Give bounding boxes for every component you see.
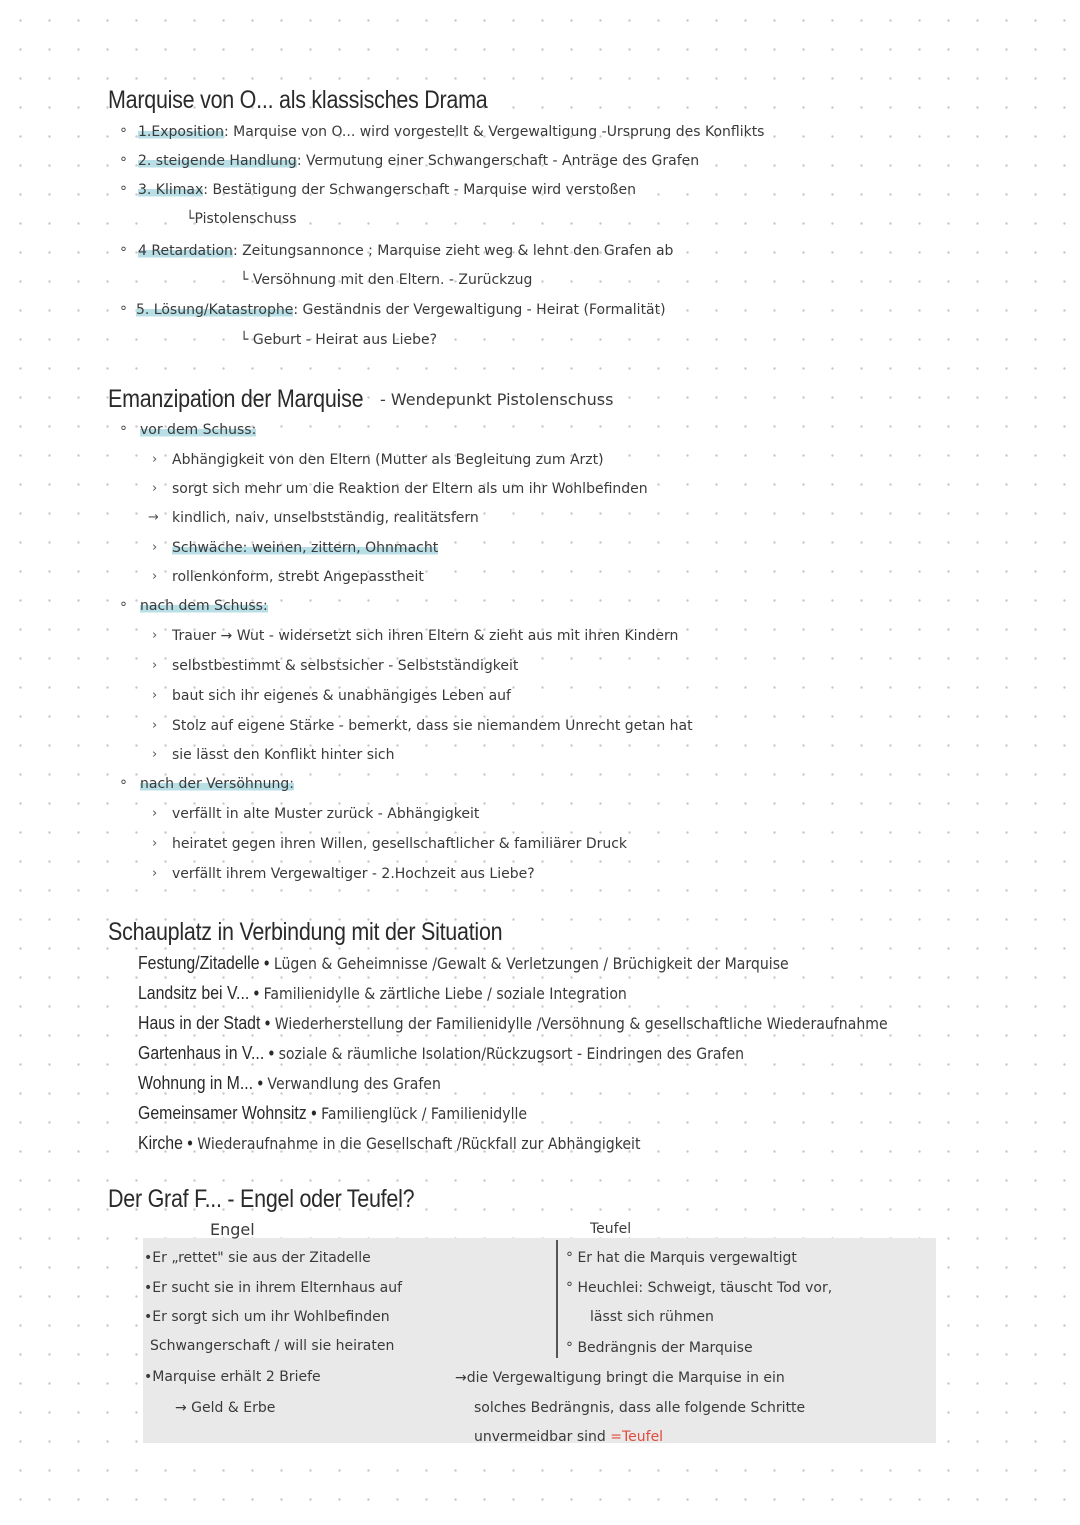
sub-bullet: › (152, 452, 158, 467)
drama-sub-5: └ Geburt - Heirat aus Liebe? (240, 332, 438, 348)
schauplatz-desc: Lügen & Geheimnisse /Gewalt & Verletzungen / Brüchigkeit der Marquise (273, 954, 789, 973)
bullet: ° (120, 304, 127, 320)
bullet: ° (120, 778, 127, 794)
drama-text: Marquise von O... wird vorgestellt & Vergewaltigung -Ursprung des Konflikts (233, 124, 765, 140)
heading-graf: Der Graf F... - Engel oder Teufel? (108, 1185, 415, 1213)
column-divider (556, 1240, 558, 1358)
emanzipation-group-label: nach der Versöhnung: (140, 776, 294, 792)
schauplatz-place: Landsitz bei V... (138, 983, 250, 1003)
sub-bullet: › (152, 806, 158, 821)
drama-sub-3: └Pistolenschuss (186, 211, 297, 227)
emanzipation-item: kindlich, naiv, unselbstständig, realitätsfern (172, 510, 479, 526)
schauplatz-item: Festung/Zitadelle • Lügen & Geheimnisse /Gewalt & Verletzungen / Brüchigkeit der Marquise (138, 953, 789, 973)
emanzipation-title-note: - Wendepunkt Pistolenschuss (380, 390, 614, 409)
bullet: ° (120, 184, 127, 200)
sub-bullet: › (152, 540, 158, 555)
schauplatz-desc: soziale & räumliche Isolation/Rückzugsort - Eindringen des Grafen (278, 1044, 745, 1063)
engel-item: → Geld & Erbe (175, 1400, 276, 1416)
conclusion-line: solches Bedrängnis, dass alle folgende Schritte (474, 1400, 806, 1416)
bullet: ° (120, 245, 127, 261)
heading-schauplatz: Schauplatz in Verbindung mit der Situation (108, 918, 503, 946)
schauplatz-place: Festung/Zitadelle (138, 953, 260, 973)
emanzipation-item: sorgt sich mehr um die Reaktion der Eltern als um ihr Wohlbefinden (172, 481, 648, 497)
schauplatz-item: Wohnung in M... • Verwandlung des Grafen (138, 1073, 441, 1093)
schauplatz-item: Gartenhaus in V... • soziale & räumliche Isolation/Rückzugsort - Eindringen des Grafen (138, 1043, 745, 1063)
drama-label: 3. Klimax (138, 182, 204, 198)
engel-item: Schwangerschaft / will sie heiraten (150, 1338, 395, 1354)
drama-text: Zeitungsannonce ; Marquise zieht weg & lehnt den Grafen ab (242, 243, 674, 259)
emanzipation-item: verfällt in alte Muster zurück - Abhängigkeit (172, 806, 480, 822)
teufel-item: ° Er hat die Marquis vergewaltigt (566, 1250, 797, 1266)
engel-label: Engel (210, 1220, 255, 1239)
bullet: ° (120, 126, 127, 142)
teufel-item: ° Bedrängnis der Marquise (566, 1340, 753, 1356)
emanzipation-group-label: vor dem Schuss: (140, 422, 257, 438)
schauplatz-place: Gartenhaus in V... (138, 1043, 265, 1063)
engel-item: •Er sorgt sich um ihr Wohlbefinden (144, 1309, 390, 1325)
sub-bullet: › (152, 747, 158, 762)
sub-bullet: › (152, 718, 158, 733)
schauplatz-place: Kirche (138, 1133, 183, 1153)
drama-item-2: 2. steigende Handlung: Vermutung einer Schwangerschaft - Anträge des Grafen (138, 153, 700, 169)
schauplatz-item: Kirche • Wiederaufnahme in die Gesellschaft /Rückfall zur Abhängigkeit (138, 1133, 641, 1153)
emanzipation-item: Trauer → Wut - widersetzt sich ihren Eltern & zieht aus mit ihren Kindern (172, 628, 679, 644)
drama-item-3: 3. Klimax: Bestätigung der Schwangerschaft - Marquise wird verstoßen (138, 182, 636, 198)
drama-text: Geständnis der Vergewaltigung - Heirat (Formalität) (302, 302, 666, 318)
engel-item: •Marquise erhält 2 Briefe (144, 1369, 321, 1385)
schauplatz-item: Haus in der Stadt • Wiederherstellung der Familienidylle /Versöhnung & gesellschaftliche Wiederaufnahme (138, 1013, 888, 1033)
bullet: ° (120, 155, 127, 171)
emanzipation-item: Stolz auf eigene Stärke - bemerkt, dass sie niemandem Unrecht getan hat (172, 718, 693, 734)
bullet: ° (120, 424, 127, 440)
emanzipation-item: Abhängigkeit von den Eltern (Mutter als Begleitung zum Arzt) (172, 452, 604, 468)
conclusion-line: →die Vergewaltigung bringt die Marquise in ein (455, 1370, 785, 1386)
emanzipation-item: verfällt ihrem Vergewaltiger - 2.Hochzeit aus Liebe? (172, 866, 535, 882)
sub-bullet: › (152, 836, 158, 851)
arrow-icon: → (148, 510, 159, 525)
drama-item-5: 5. Lösung/Katastrophe: Geständnis der Vergewaltigung - Heirat (Formalität) (136, 302, 666, 318)
teufel-item: lässt sich rühmen (590, 1309, 714, 1325)
heading-emanzipation (108, 385, 363, 414)
drama-sub-text: Pistolenschuss (194, 211, 297, 227)
schauplatz-desc: Familienidylle & zärtliche Liebe / soziale Integration (263, 984, 627, 1003)
drama-label: 1.Exposition (138, 124, 224, 140)
schauplatz-item: Gemeinsamer Wohnsitz • Familienglück / Familienidylle (138, 1103, 528, 1123)
schauplatz-place: Haus in der Stadt (138, 1013, 261, 1033)
emanzipation-item: sie lässt den Konflikt hinter sich (172, 747, 395, 763)
sub-bullet: › (152, 688, 158, 703)
drama-text: Vermutung einer Schwangerschaft - Anträge des Grafen (305, 153, 700, 169)
emanzipation-item: selbstbestimmt & selbstsicher - Selbstständigkeit (172, 658, 519, 674)
schauplatz-desc: Verwandlung des Grafen (267, 1074, 441, 1093)
schauplatz-desc: Wiederherstellung der Familienidylle /Versöhnung & gesellschaftliche Wiederaufnahme (274, 1014, 888, 1033)
drama-sub-4: └ Versöhnung mit den Eltern. - Zurückzug (240, 272, 533, 288)
emanzipation-group-label: nach dem Schuss: (140, 598, 268, 614)
heading-drama: Marquise von O... als klassisches Drama (108, 86, 488, 114)
bullet: ° (120, 600, 127, 616)
drama-text: Bestätigung der Schwangerschaft - Marquise wird verstoßen (212, 182, 636, 198)
sub-bullet: › (152, 658, 158, 673)
sub-bullet: › (152, 628, 158, 643)
emanzipation-item: Schwäche: weinen, zittern, Ohnmacht (172, 540, 439, 556)
schauplatz-desc: Wiederaufnahme in die Gesellschaft /Rückfall zur Abhängigkeit (197, 1134, 641, 1153)
teufel-conclusion: =Teufel (610, 1429, 664, 1445)
sub-bullet: › (152, 569, 158, 584)
schauplatz-item: Landsitz bei V... • Familienidylle & zärtliche Liebe / soziale Integration (138, 983, 627, 1003)
conclusion-line: unvermeidbar sind =Teufel (474, 1429, 664, 1445)
drama-item-4: 4 Retardation: Zeitungsannonce ; Marquise zieht weg & lehnt den Grafen ab (138, 243, 674, 259)
schauplatz-place: Gemeinsamer Wohnsitz (138, 1103, 307, 1123)
teufel-label: Teufel (590, 1221, 632, 1237)
schauplatz-desc: Familienglück / Familienidylle (321, 1104, 528, 1123)
engel-item: •Er „rettet" sie aus der Zitadelle (144, 1250, 371, 1266)
drama-label: 4 Retardation (138, 243, 233, 259)
emanzipation-item: baut sich ihr eigenes & unabhängiges Leben auf (172, 688, 511, 704)
emanzipation-item: heiratet gegen ihren Willen, gesellschaftlicher & familiärer Druck (172, 836, 628, 852)
emanzipation-title: Emanzipation der Marquise (108, 385, 364, 413)
schauplatz-place: Wohnung in M... (138, 1073, 254, 1093)
drama-sub-text: Geburt - Heirat aus Liebe? (252, 332, 438, 348)
drama-label: 5. Lösung/Katastrophe (136, 302, 294, 318)
drama-item-1: 1.Exposition: Marquise von O... wird vorgestellt & Vergewaltigung -Ursprung des Konflikts (138, 124, 765, 140)
sub-bullet: › (152, 481, 158, 496)
engel-item: •Er sucht sie in ihrem Elternhaus auf (144, 1280, 403, 1296)
teufel-item: ° Heuchlei: Schweigt, täuscht Tod vor, (566, 1280, 833, 1296)
drama-label: 2. steigende Handlung (138, 153, 297, 169)
drama-sub-text: Versöhnung mit den Eltern. - Zurückzug (252, 272, 533, 288)
emanzipation-item: rollenkonform, strebt Angepasstheit (172, 569, 424, 585)
sub-bullet: › (152, 866, 158, 881)
